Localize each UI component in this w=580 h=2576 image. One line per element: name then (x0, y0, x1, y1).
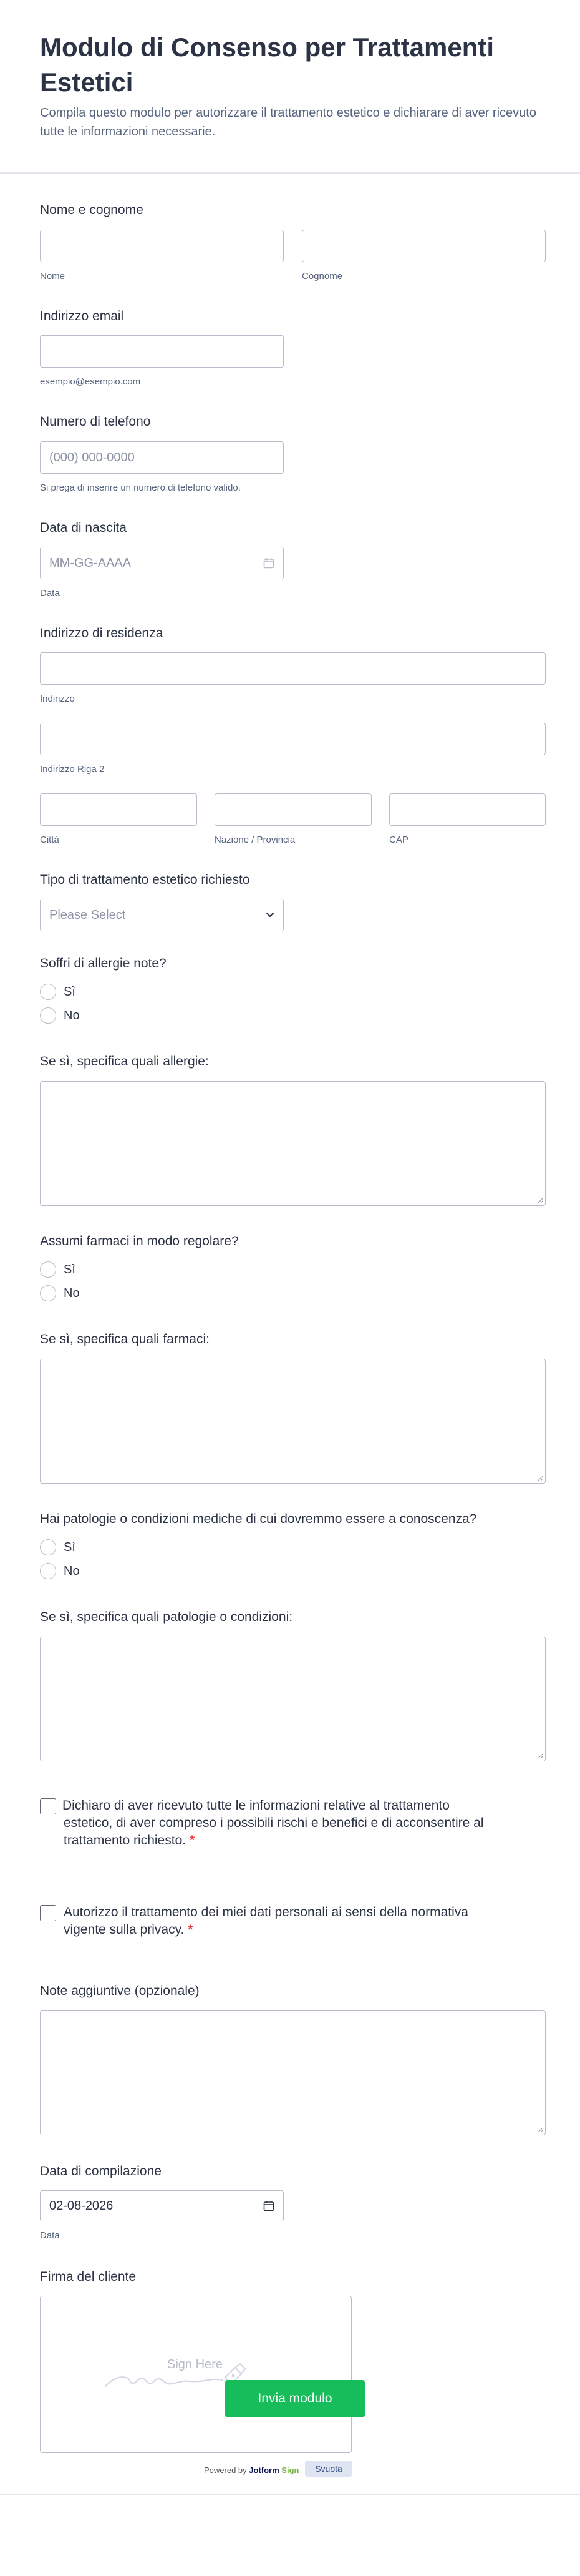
address-label: Indirizzo di residenza (40, 626, 163, 640)
drugs-detail-label: Se sì, specifica quali farmaci: (40, 1332, 210, 1346)
signature-pad[interactable] (40, 2296, 352, 2453)
email-label: Indirizzo email (40, 309, 124, 323)
phone-sublabel: Si prega di inserire un numero di telefono valido. (40, 482, 241, 493)
consent-privacy-label: Autorizzo il trattamento dei miei dati personali ai sensi della normativa vigente sulla privacy. (64, 1905, 468, 1937)
address-line1-sublabel: Indirizzo (40, 693, 75, 704)
resize-handle-icon[interactable] (537, 2127, 543, 2133)
birth-date-sublabel: Data (40, 588, 60, 599)
resize-handle-icon[interactable] (537, 1753, 543, 1759)
radio-label: Sì (64, 984, 75, 999)
consent-info-label: Dichiaro di aver ricevuto tutte le informazioni relative al trattamento estetico, di aver compreso i possibili rischi e benefici e di acconsentire al trattamento richiesto. (62, 1798, 484, 1848)
conditions-textarea[interactable] (40, 1637, 546, 1761)
zip-sublabel: CAP (389, 835, 408, 845)
email-input[interactable] (40, 335, 284, 368)
conditions-label: Hai patologie o condizioni mediche di cui dovremmo essere a conoscenza? (40, 1512, 477, 1526)
phone-label: Numero di telefono (40, 414, 151, 429)
consent-privacy-checkbox[interactable] (40, 1905, 56, 1921)
treatment-label: Tipo di trattamento estetico richiesto (40, 873, 250, 887)
first-name-input[interactable] (40, 230, 284, 262)
powered-sign: Sign (281, 2466, 299, 2475)
resize-handle-icon[interactable] (537, 1475, 543, 1481)
consent-info-checkbox[interactable] (40, 1798, 56, 1814)
zip-input[interactable] (389, 793, 546, 826)
allergies-textarea[interactable] (40, 1081, 546, 1206)
conditions-option-yes[interactable] (40, 1539, 75, 1556)
radio-button[interactable] (40, 1539, 56, 1555)
allergies-option-no[interactable] (40, 1007, 80, 1024)
treatment-select[interactable] (40, 899, 284, 931)
radio-button[interactable] (40, 1261, 56, 1278)
radio-label: No (64, 1286, 80, 1300)
powered-prefix: Powered by (204, 2466, 247, 2475)
radio-button[interactable] (40, 1285, 56, 1301)
phone-placeholder: (000) 000-0000 (49, 451, 135, 464)
birth-date-placeholder: MM-GG-AAAA (49, 556, 132, 570)
header-divider (0, 172, 580, 174)
drugs-label: Assumi farmaci in modo regolare? (40, 1234, 239, 1248)
notes-label: Note aggiuntive (opzionale) (40, 1984, 200, 1998)
signature-label: Firma del cliente (40, 2270, 137, 2284)
email-sublabel: esempio@esempio.com (40, 376, 141, 387)
allergies-detail-label: Se sì, specifica quali allergie: (40, 1054, 209, 1069)
footer-divider (0, 2494, 580, 2495)
form-subtitle: Compila questo modulo per autorizzare il trattamento estetico e dichiarare di aver ricevuto tutte le informazioni necessarie. (40, 106, 536, 139)
treatment-placeholder: Please Select (49, 908, 126, 922)
radio-button[interactable] (40, 984, 56, 1000)
birth-label: Data di nascita (40, 521, 127, 535)
powered-by (204, 2466, 299, 2475)
calendar-icon[interactable] (263, 2200, 274, 2211)
last-name-sublabel: Cognome (302, 271, 343, 282)
city-sublabel: Città (40, 835, 59, 845)
conditions-option-no[interactable] (40, 1562, 80, 1580)
date-filled-label: Data di compilazione (40, 2164, 162, 2178)
signature-placeholder: Sign Here (167, 2358, 223, 2371)
radio-button[interactable] (40, 1007, 56, 1024)
last-name-input[interactable] (302, 230, 546, 262)
date-filled-sublabel: Data (40, 2230, 60, 2241)
clear-signature-button[interactable]: Svuota (305, 2461, 352, 2477)
radio-label: Sì (64, 1540, 75, 1554)
state-sublabel: Nazione / Provincia (215, 835, 296, 845)
calendar-icon[interactable] (263, 557, 274, 569)
drugs-option-yes[interactable] (40, 1261, 75, 1278)
allergies-option-yes[interactable] (40, 983, 75, 1001)
date-filled-input[interactable] (40, 2190, 284, 2221)
required-asterisk: * (189, 1833, 195, 1848)
resize-handle-icon[interactable] (537, 1197, 543, 1203)
radio-label: No (64, 1008, 80, 1022)
address-line2-input[interactable] (40, 723, 546, 755)
submit-button[interactable]: Invia modulo (225, 2380, 365, 2417)
city-input[interactable] (40, 793, 197, 826)
state-input[interactable] (215, 793, 372, 826)
drugs-textarea[interactable] (40, 1359, 546, 1484)
radio-label: Sì (64, 1262, 75, 1276)
address-line2-sublabel: Indirizzo Riga 2 (40, 764, 105, 775)
drugs-option-no[interactable] (40, 1285, 80, 1302)
radio-label: No (64, 1564, 80, 1578)
chevron-down-icon (266, 911, 274, 919)
date-filled-value: 02-08-2026 (49, 2199, 114, 2213)
birth-date-input[interactable] (40, 547, 284, 579)
powered-brand: Jotform (249, 2466, 279, 2475)
name-label: Nome e cognome (40, 203, 143, 217)
radio-button[interactable] (40, 1563, 56, 1579)
consent-info-text (64, 1797, 488, 1849)
conditions-detail-label: Se sì, specifica quali patologie o condizioni: (40, 1610, 293, 1624)
phone-input[interactable] (40, 441, 284, 474)
address-line1-input[interactable] (40, 652, 546, 685)
notes-textarea[interactable] (40, 2010, 546, 2135)
form-title: Modulo di Consenso per Trattamenti Estetici (40, 32, 495, 97)
required-asterisk: * (188, 1922, 193, 1937)
first-name-sublabel: Nome (40, 271, 65, 282)
allergies-label: Soffri di allergie note? (40, 956, 167, 971)
consent-privacy-text (64, 1904, 488, 1939)
